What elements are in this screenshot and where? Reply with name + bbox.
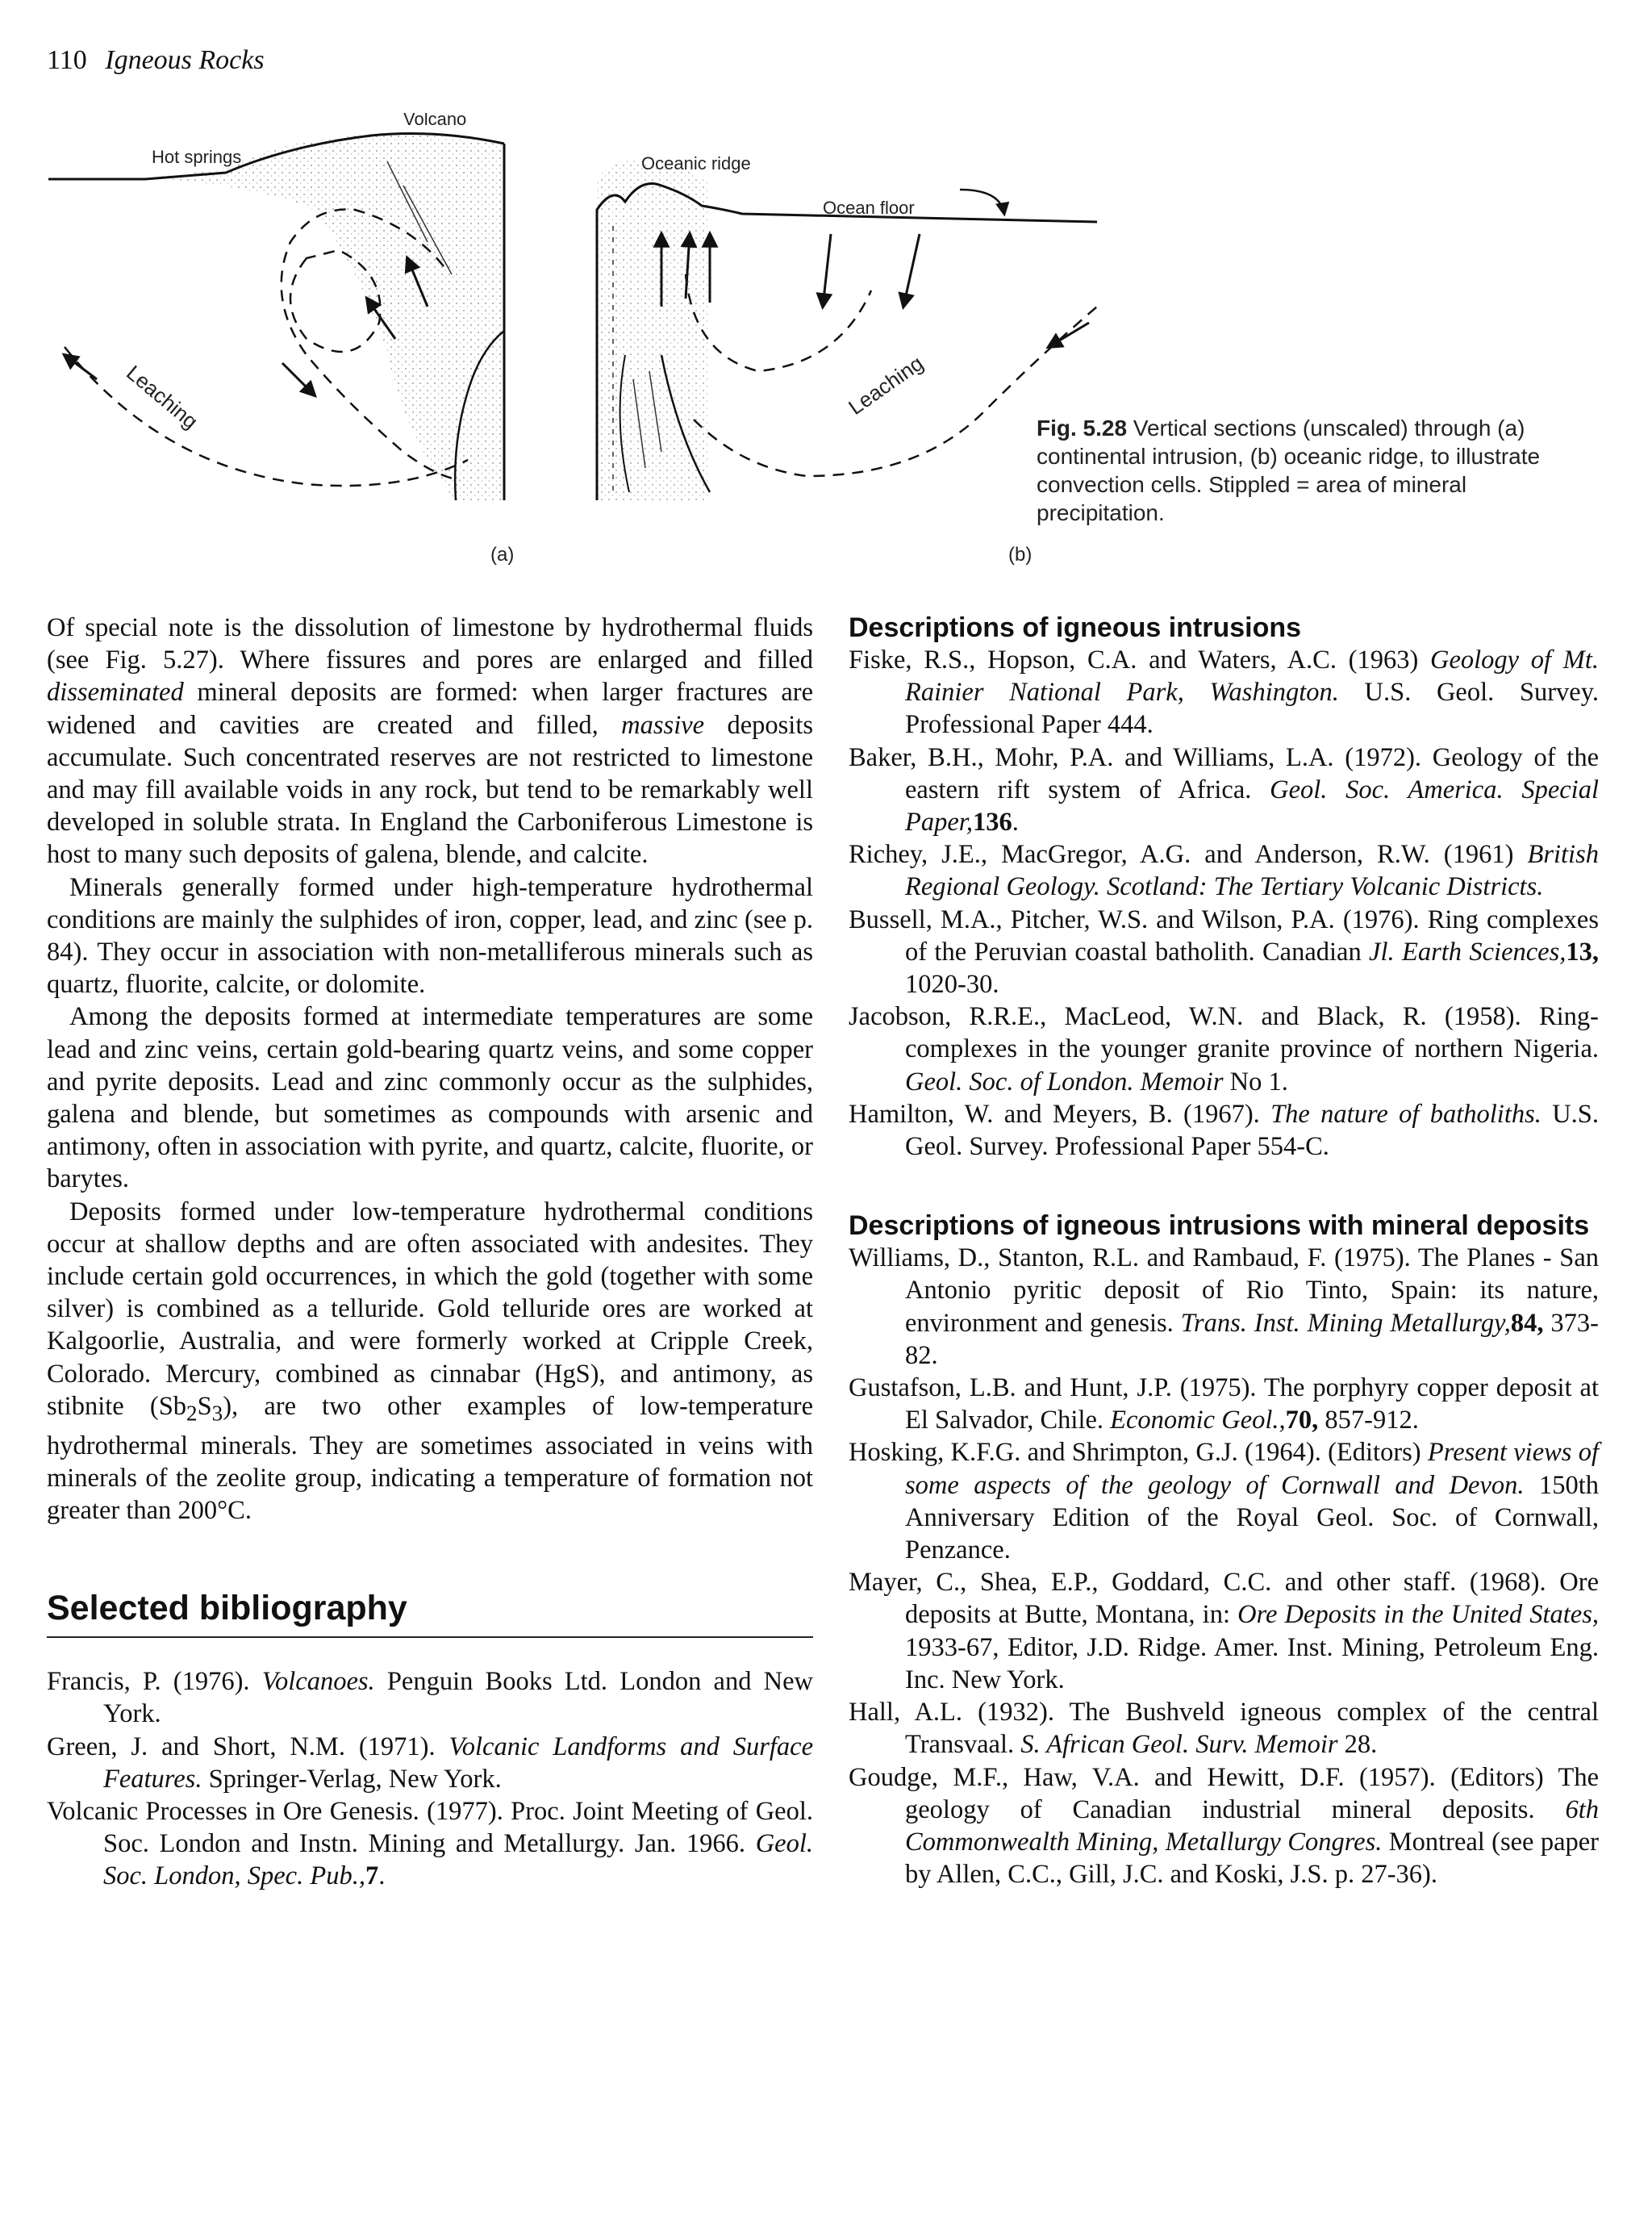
right-column	[849, 612, 1599, 1890]
ref-source: Economic Geol.,	[1110, 1406, 1286, 1435]
ref-author: Hall, A.L. (1932). The Bushveld igneous complex of the central Transvaal.	[849, 1698, 1599, 1760]
label-hot-springs: Hot springs	[152, 147, 242, 167]
ref-rest: No 1.	[1223, 1067, 1288, 1097]
p1-text-b: mineral deposits are formed: when larger fractures are widened and cavities are created and filled,	[47, 678, 813, 740]
label-leaching-a: Leaching	[122, 360, 203, 434]
p1-text-c: deposits accumulate. Such concentrated reserves are not restricted to limestone and may fill available voids in any rock, but tend to be remarkably well developed in soluble strata. In England the Carboniferous Limestone is host to many such deposits of galena, blende, and calcite.	[47, 710, 814, 870]
ref-entry	[849, 904, 1599, 1001]
bib-author: Francis, P. (1976).	[47, 1667, 262, 1697]
figure-number: Fig. 5.28	[1037, 416, 1128, 441]
p1-em-disseminated: disseminated	[47, 678, 184, 708]
ref-source: Ore Deposits in the United States,	[1237, 1600, 1599, 1630]
label-panel-a: (a)	[490, 544, 515, 566]
selected-bibliography-list	[47, 1665, 813, 1892]
p4-sub-2: 3	[211, 1401, 223, 1426]
body-paragraph-2: Minerals generally formed under high-temperature hydrothermal conditions are mainly the sulphides of iron, copper, lead, and zinc (see p. 84). They occur in association with non-metalliferous minerals such as quartz, fluorite, calcite, or dolomite.	[47, 872, 813, 1000]
selected-bibliography-heading: Selected bibliography	[47, 1588, 813, 1638]
ref-source: Geol. Soc. of London. Memoir	[905, 1067, 1224, 1097]
bib-rest: Springer-Verlag, New York.	[202, 1764, 502, 1794]
label-volcano: Volcano	[403, 113, 467, 129]
label-ocean-floor: Ocean floor	[823, 198, 915, 218]
p4-text-a: Deposits formed under low-temperature hydrothermal conditions occur at shallow depths and are often associated with andesites. They include certain gold occurrences, in which the gold (together with some silver) is combined as a telluride. Gold telluride ores are worked at Kalgoorlie, Australia, and were formerly worked at Cripple Creek, Colorado. Mercury, combined as cinnabar (HgS), and antimony, as stibnite (Sb	[47, 1197, 813, 1421]
ref-author: Baker, B.H., Mohr, P.A. and Williams, L.A. (1972). Geology of the eastern rift system of Africa.	[849, 742, 1599, 804]
ref-source: Geology of Mt. Rainier National Park, Washington.	[905, 645, 1599, 708]
ref-source: The nature of batholiths.	[1270, 1099, 1541, 1129]
panel-a-diagram	[48, 134, 504, 500]
bib-source: Volcanic Landforms and Surface Features.	[103, 1732, 813, 1794]
bib-entry	[47, 1665, 813, 1730]
running-title: Igneous Rocks	[105, 45, 265, 75]
p4-text-c: ), are two other examples of low-temperature hydrothermal minerals. They are sometimes associated in veins with minerals of the zeolite group, indicating a temperature of formation not greater than 200°C.	[47, 1391, 813, 1525]
bib-entry	[47, 1731, 813, 1795]
ref-source: British Regional Geology. Scotland: The Tertiary Volcanic Districts.	[905, 840, 1599, 902]
page-number: 110	[47, 45, 87, 75]
bib-source: Volcanoes.	[261, 1667, 375, 1697]
label-oceanic-ridge: Oceanic ridge	[641, 153, 751, 173]
p4-sub-1: 2	[186, 1401, 198, 1426]
ref-author: Goudge, M.F., Haw, V.A. and Hewitt, D.F. (1957). (Editors) The geology of Canadian industrial mineral deposits.	[849, 1762, 1599, 1824]
p1-text-a: Of special note is the dissolution of limestone by hydrothermal fluids (see Fig. 5.27). Where fissures and pores are enlarged and filled	[47, 613, 813, 675]
body-paragraph-1	[47, 612, 813, 871]
ref-author: Fiske, R.S., Hopson, C.A. and Waters, A.C. (1963)	[849, 645, 1430, 675]
ref-entry	[849, 1372, 1599, 1436]
p4-text-b: S	[197, 1391, 212, 1421]
ref-entry	[849, 1436, 1599, 1566]
ref-entry	[849, 742, 1599, 839]
ref-rest: U.S. Geol. Survey. Professional Paper 444.	[905, 678, 1599, 740]
ref-entry	[849, 1566, 1599, 1696]
ref-rest: 1933-67, Editor, J.D. Ridge. Amer. Inst. Mining, Petroleum Eng. Inc. New York.	[905, 1632, 1599, 1694]
left-column	[47, 612, 813, 1893]
igneous-intrusions-refs	[849, 644, 1599, 1163]
mineral-deposits-refs	[849, 1242, 1599, 1890]
ref-entry	[849, 1001, 1599, 1098]
ref-source: Geol. Soc. America. Special Paper,	[905, 775, 1599, 838]
p1-em-massive: massive	[621, 710, 705, 740]
ref-volume: 13,	[1566, 937, 1599, 967]
ref-entry	[849, 838, 1599, 903]
ref-volume: 84,	[1510, 1308, 1544, 1338]
bib-author: Green, J. and Short, N.M. (1971).	[47, 1732, 449, 1761]
ref-source: 6th Commonwealth Mining, Metallurgy Congres.	[905, 1794, 1599, 1857]
ref-rest: 1020-30.	[905, 970, 999, 1000]
bib-author: Volcanic Processes in Ore Genesis. (1977). Proc. Joint Meeting of Geol. Soc. London and Instn. Mining and Metallurgy. Jan. 1966.	[47, 1797, 813, 1859]
body-paragraph-4	[47, 1196, 813, 1527]
ref-entry	[849, 1761, 1599, 1891]
label-leaching-b: Leaching	[844, 350, 928, 420]
bib-source: Geol. Soc. London, Spec. Pub.,	[103, 1829, 813, 1891]
igneous-intrusions-heading: Descriptions of igneous intrusions	[849, 612, 1302, 643]
ref-author: Hamilton, W. and Meyers, B. (1967).	[849, 1099, 1271, 1129]
ref-volume: 70,	[1285, 1406, 1319, 1435]
ref-rest: Montreal (see paper by Allen, C.C., Gill, J.C. and Koski, J.S. p. 27-36).	[905, 1827, 1599, 1890]
ref-author: Bussell, M.A., Pitcher, W.S. and Wilson, P.A. (1976). Ring complexes of the Peruvian coastal batholith. Canadian	[849, 904, 1599, 967]
ref-rest: 857-912.	[1318, 1406, 1419, 1435]
bib-entry	[47, 1795, 813, 1893]
ref-rest: .	[1012, 808, 1019, 838]
ref-rest: 373-82.	[905, 1308, 1599, 1370]
ref-rest: 150th Anniversary Edition of the Royal Geol. Soc. of Cornwall, Penzance.	[905, 1470, 1600, 1565]
bib-volume: 7	[365, 1861, 379, 1891]
ref-source: Present views of some aspects of the geology of Cornwall and Devon.	[905, 1438, 1599, 1500]
ref-author: Mayer, C., Shea, E.P., Goddard, C.C. and other staff. (1968). Ore deposits at Butte, Montana, in:	[849, 1568, 1599, 1630]
ref-entry	[849, 1696, 1599, 1761]
bib-rest: Penguin Books Ltd. London and New York.	[103, 1667, 813, 1729]
ref-volume: 136	[972, 808, 1012, 838]
igneous-intrusions-mineral-deposits-heading: Descriptions of igneous intrusions with mineral deposits	[849, 1210, 1590, 1242]
ref-rest: 28.	[1337, 1730, 1378, 1760]
figure-caption-text: Vertical sections (unscaled) through (a) continental intrusion, (b) oceanic ridge, to illustrate convection cells. Stippled = area of mineral precipitation.	[1037, 416, 1541, 525]
ref-source: Jl. Earth Sciences,	[1369, 937, 1566, 967]
running-head	[47, 45, 265, 76]
ref-author: Williams, D., Stanton, R.L. and Rambaud, F. (1975). The Planes - San Antonio pyritic deposit of Rio Tinto, Spain: its nature, environment and genesis.	[849, 1243, 1599, 1338]
ref-author: Hosking, K.F.G. and Shrimpton, G.J. (1964). (Editors)	[849, 1438, 1428, 1468]
ref-entry	[849, 1242, 1599, 1372]
ref-source: Trans. Inst. Mining Metallurgy,	[1180, 1308, 1511, 1338]
ref-entry	[849, 1098, 1599, 1163]
ref-author: Richey, J.E., MacGregor, A.G. and Anderson, R.W. (1961)	[849, 840, 1528, 870]
ref-source: S. African Geol. Surv. Memoir	[1020, 1730, 1338, 1760]
figure-caption	[1037, 414, 1561, 527]
ref-author: Jacobson, R.R.E., MacLeod, W.N. and Black, R. (1958). Ring-complexes in the younger granite province of northern Nigeria.	[849, 1002, 1599, 1064]
ref-rest: U.S. Geol. Survey. Professional Paper 554-C.	[905, 1099, 1599, 1162]
ref-entry	[849, 644, 1599, 742]
label-panel-b: (b)	[1008, 544, 1032, 566]
ref-author: Gustafson, L.B. and Hunt, J.P. (1975). The porphyry copper deposit at El Salvador, Chile.	[849, 1373, 1599, 1435]
bib-rest: .	[378, 1861, 386, 1891]
body-paragraph-3: Among the deposits formed at intermediate temperatures are some lead and zinc veins, certain gold-bearing quartz veins, and some copper and pyrite deposits. Lead and zinc commonly occur as the sulphides, galena and blende, but sometimes as compounds with arsenic and antimony, often in association with pyrite, and quartz, calcite, fluorite, or barytes.	[47, 1002, 813, 1194]
